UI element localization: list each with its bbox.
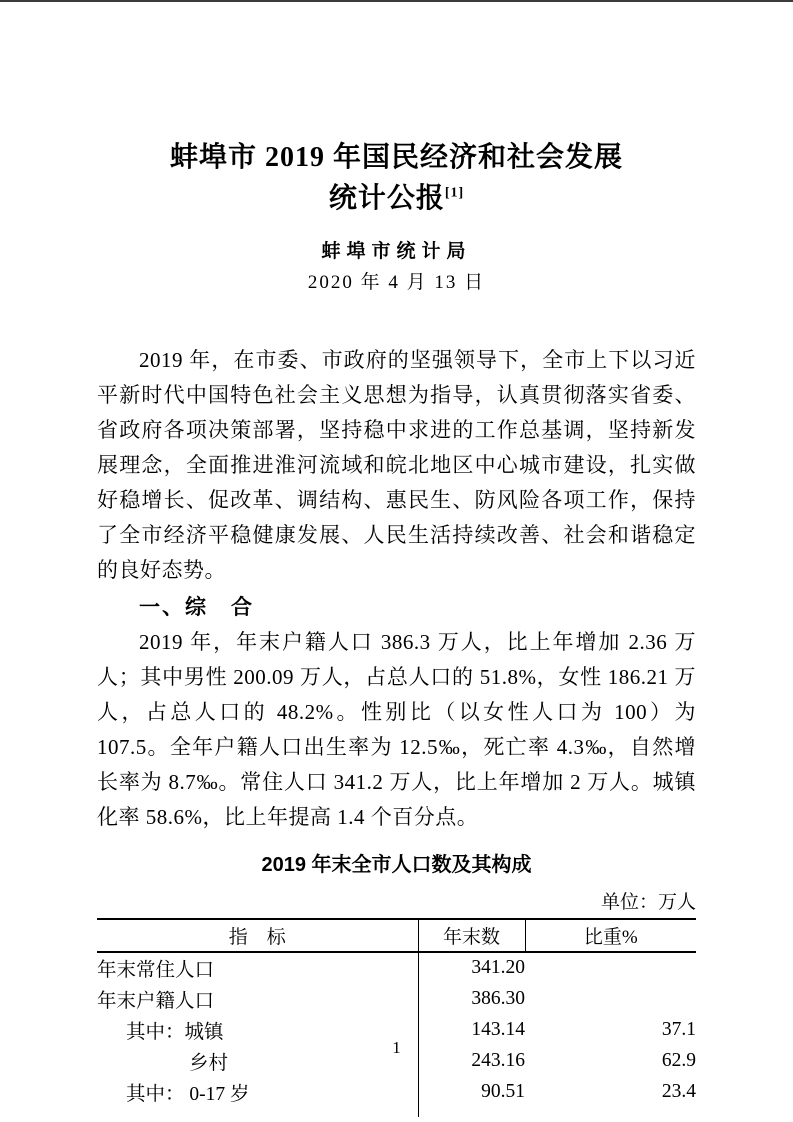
- document-date: 2020 年 4 月 13 日: [307, 271, 486, 293]
- row-share-value: [525, 984, 696, 1015]
- document-body: [97, 343, 696, 835]
- title-footnote-ref: [1]: [444, 185, 465, 201]
- document-title-line2: 统计公报: [328, 183, 445, 214]
- row-indicator: 乡村: [97, 1046, 418, 1077]
- row-indicator: 年末户籍人口: [97, 984, 418, 1015]
- row-indicator: 其中：城镇: [97, 1015, 418, 1046]
- row-share-value: 23.4: [661, 1081, 696, 1103]
- table-row: [97, 952, 696, 984]
- table-cut-off-edge: [97, 1108, 696, 1117]
- page-number: 1: [392, 1038, 401, 1057]
- section-heading-overview: 一、综 合: [139, 595, 254, 619]
- overview-paragraph: 2019 年，年末户籍人口 386.3 万人，比上年增加 2.36 万人；其中男性 200.09 万人，占总人口的 51.8%，女性 186.21 万人，占总人口的 48.2%。性别比（以女性人口为 100）为 107.5。全年户籍人口出生率为 12.5‰，死亡率 4.3‰，自然增长率为 8.7‰。常住人口 341.2 万人，比上年增加 2 万人。城镇化率 58.6%，比上年提高 1.4 个百分点。: [97, 629, 696, 829]
- row-share-value: [525, 952, 696, 984]
- table-unit-note: 单位：万人: [600, 891, 696, 913]
- row-year-end-value: 90.51: [481, 1081, 525, 1103]
- row-share-value: 62.9: [661, 1050, 696, 1072]
- population-table: [97, 918, 696, 1117]
- document-author: 蚌埠市统计局: [321, 240, 472, 262]
- table-header-row: [97, 919, 696, 952]
- document-title: [97, 137, 696, 219]
- table-row: [97, 1077, 696, 1108]
- intro-paragraph: 2019 年，在市委、市政府的坚强领导下，全市上下以习近平新时代中国特色社会主义思想为指导，认真贯彻落实省委、省政府各项决策部署，坚持稳中求进的工作总基调，坚持新发展理念，全面推进淮河流域和皖北地区中心城市建设，扎实做好稳增长、促改革、调结构、惠民生、防风险各项工作，保持了全市经济平稳健康发展、人民生活持续改善、社会和谐稳定的良好态势。: [97, 347, 696, 582]
- population-table-title: 2019 年末全市人口数及其构成: [261, 853, 532, 876]
- row-year-end-value: 341.20: [471, 957, 525, 979]
- table-row: [97, 984, 696, 1015]
- document-title-line1: 蚌埠市 2019 年国民经济和社会发展: [169, 142, 623, 173]
- row-indicator: 其中： 0-17 岁: [97, 1077, 418, 1108]
- document-content: [97, 0, 696, 1117]
- row-share-value: 37.1: [661, 1019, 696, 1041]
- row-year-end-value: 386.30: [471, 988, 525, 1010]
- header-year-end: 年末数: [418, 919, 525, 952]
- header-indicator: 指 标: [97, 919, 418, 952]
- row-year-end-value: 243.16: [471, 1050, 525, 1072]
- row-indicator: 年末常住人口: [97, 952, 418, 984]
- header-share: 比重%: [525, 919, 696, 952]
- row-year-end-value: 143.14: [471, 1019, 525, 1041]
